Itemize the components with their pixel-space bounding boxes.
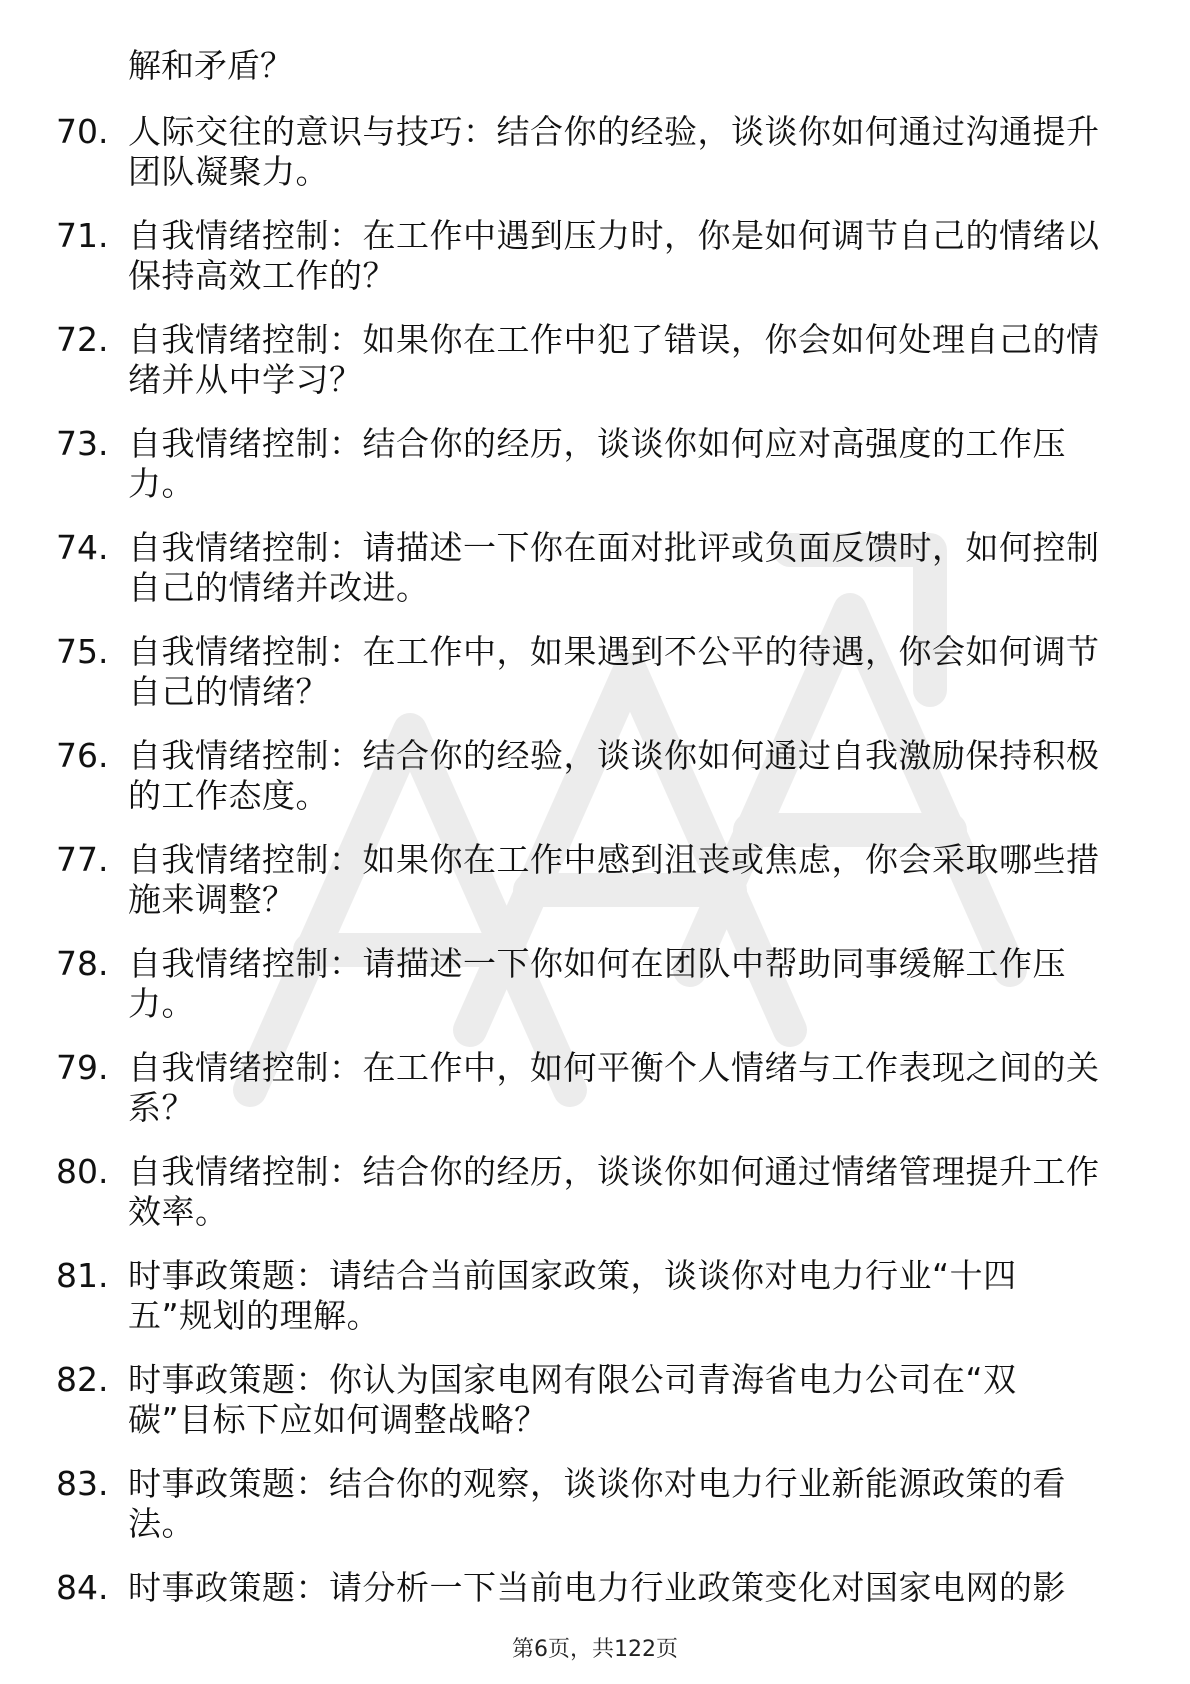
question-item [0, 320, 1190, 424]
question-number: 81. [56, 1256, 109, 1295]
question-text: 自我情绪控制：在工作中遇到压力时，你是如何调节自己的情绪以保持高效工作的？ [128, 216, 1100, 295]
question-text: 自我情绪控制：请描述一下你如何在团队中帮助同事缓解工作压力。 [128, 944, 1066, 1023]
question-item [0, 1152, 1190, 1256]
question-item [0, 424, 1190, 528]
question-text: 自我情绪控制：如果你在工作中感到沮丧或焦虑，你会采取哪些措施来调整？ [128, 840, 1100, 919]
page-footer: 第6页，共122页 [512, 1637, 678, 1662]
question-text: 时事政策题：你认为国家电网有限公司青海省电力公司在“双碳”目标下应如何调整战略？ [128, 1360, 1017, 1439]
question-item [0, 112, 1190, 216]
question-list [0, 112, 1190, 1672]
question-item [0, 1256, 1190, 1360]
question-number: 78. [56, 944, 109, 983]
question-item [0, 528, 1190, 632]
question-number: 84. [56, 1568, 109, 1607]
question-item [0, 1048, 1190, 1152]
question-text: 时事政策题：请分析一下当前电力行业政策变化对国家电网的影 [128, 1568, 1066, 1607]
question-item [0, 632, 1190, 736]
question-number: 79. [56, 1048, 109, 1087]
question-number: 74. [56, 528, 109, 567]
question-text: 时事政策题：结合你的观察，谈谈你对电力行业新能源政策的看法。 [128, 1464, 1066, 1543]
question-text: 自我情绪控制：结合你的经验，谈谈你如何通过自我激励保持积极的工作态度。 [128, 736, 1100, 815]
question-number: 72. [56, 320, 109, 359]
question-number: 75. [56, 632, 109, 671]
question-item [0, 1360, 1190, 1464]
question-text: 人际交往的意识与技巧：结合你的经验，谈谈你如何通过沟通提升团队凝聚力。 [128, 112, 1100, 191]
question-item [0, 216, 1190, 320]
question-text: 自我情绪控制：结合你的经历，谈谈你如何通过情绪管理提升工作效率。 [128, 1152, 1100, 1231]
question-text: 自我情绪控制：如果你在工作中犯了错误，你会如何处理自己的情绪并从中学习？ [128, 320, 1100, 399]
question-number: 83. [56, 1464, 109, 1503]
question-number: 80. [56, 1152, 109, 1191]
question-text: 自我情绪控制：在工作中，如何平衡个人情绪与工作表现之间的关系？ [128, 1048, 1100, 1127]
question-number: 71. [56, 216, 109, 255]
question-item [0, 944, 1190, 1048]
question-number: 76. [56, 736, 109, 775]
question-text: 自我情绪控制：在工作中，如果遇到不公平的待遇，你会如何调节自己的情绪？ [128, 632, 1100, 711]
question-item [0, 840, 1190, 944]
question-item [0, 1464, 1190, 1568]
question-number: 73. [56, 424, 109, 463]
continued-question-text: 解和矛盾？ [128, 46, 293, 85]
question-number: 82. [56, 1360, 109, 1399]
question-text: 自我情绪控制：请描述一下你在面对批评或负面反馈时，如何控制自己的情绪并改进。 [128, 528, 1100, 607]
question-text: 自我情绪控制：结合你的经历，谈谈你如何应对高强度的工作压力。 [128, 424, 1066, 503]
question-text: 时事政策题：请结合当前国家政策，谈谈你对电力行业“十四五”规划的理解。 [128, 1256, 1017, 1335]
question-item [0, 736, 1190, 840]
question-number: 70. [56, 112, 109, 151]
question-number: 77. [56, 840, 109, 879]
